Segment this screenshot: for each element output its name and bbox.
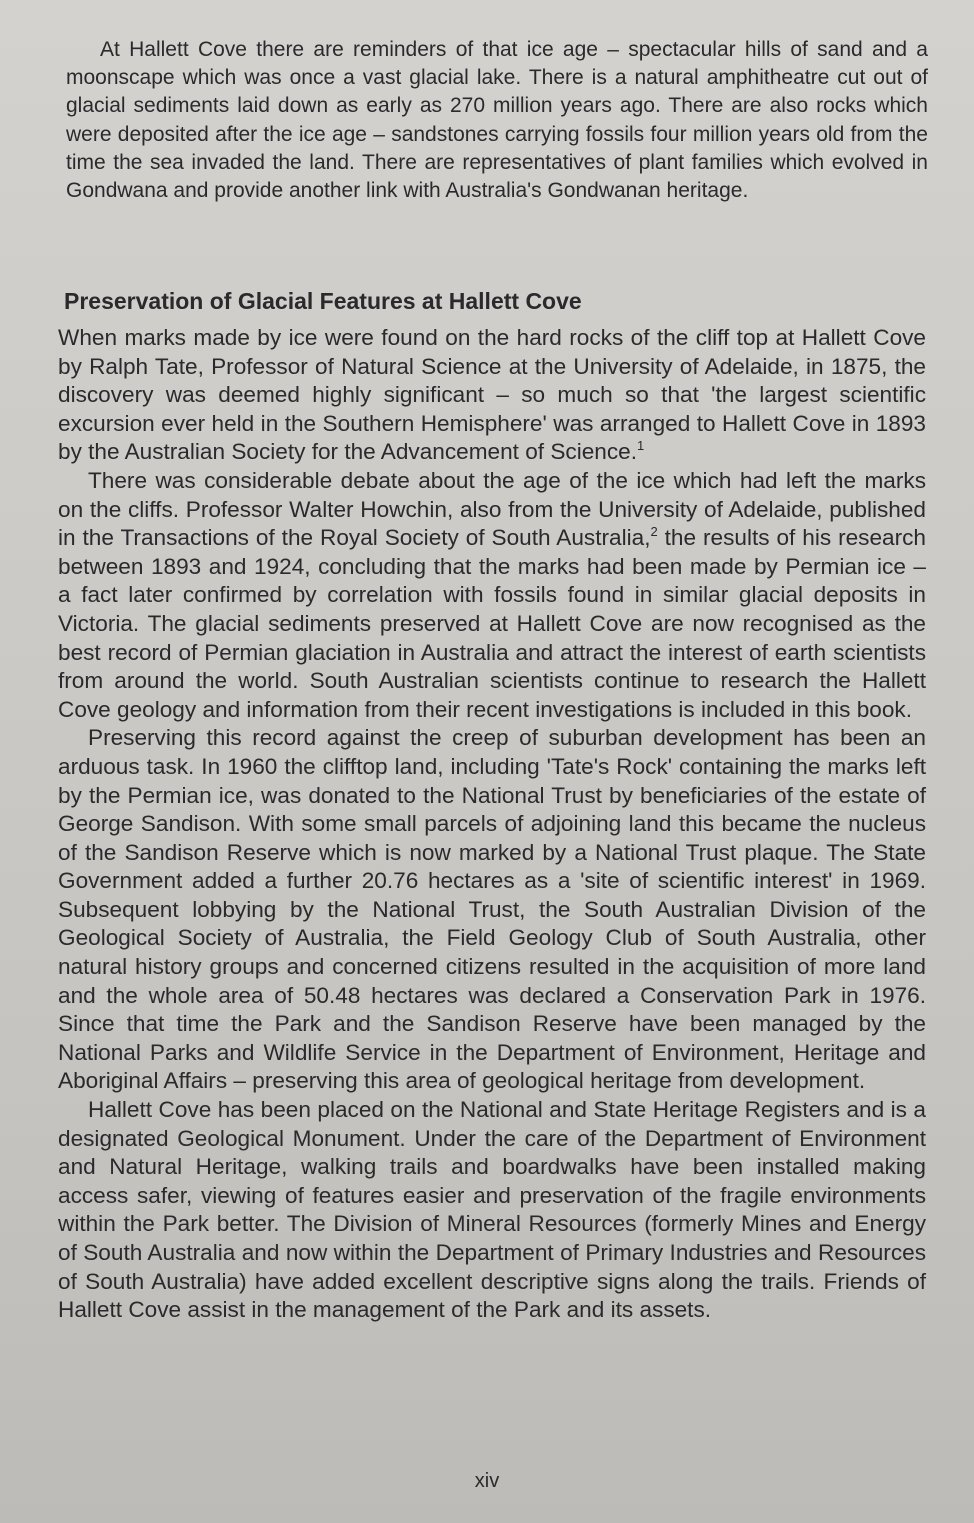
body-paragraph-1: [58, 324, 926, 467]
footnote-marker-2: 2: [650, 524, 658, 540]
body-paragraph-3: Preserving this record against the creep of suburban development has been an arduous task. In 1960 the clifftop land, including 'Tate's Rock' containing the marks left by the Permian ice, was donated to the National Trust by beneficiaries of the estate of George Sandison. With some small parcels of adjoining land this became the nucleus of the Sandison Reserve which is now marked by a National Trust plaque. The State Government added a further 20.76 hectares as a 'site of scientific interest' in 1969. Subsequent lobbying by the National Trust, the South Australian Division of the Geological Society of Australia, the Field Geology Club of South Australia, other natural history groups and concerned citizens resulted in the acquisition of more land and the whole area of 50.48 hectares was declared a Conservation Park in 1976. Since that time the Park and the Sandison Reserve have been managed by the National Parks and Wildlife Service in the Department of Environment, Heritage and Aboriginal Affairs – preserving this area of geological heritage from development.: [58, 725, 926, 1094]
paragraph-2-text-after: the results of his research between 1893 and 1924, concluding that the marks had been made by Permian ice – a fact later confirmed by correlation with fossils found in similar glacial deposits in Victoria. The glacial sediments preserved at Hallett Cove are now recognised as the best record of Permian glaciation in Australia and attract the interest of earth scientists from around the world. South Australian scientists continue to research the Hallett Cove geology and information from their recent investigations is included in this book.: [58, 525, 926, 722]
body-paragraph-2: [58, 467, 926, 724]
section-body: [58, 324, 926, 1325]
paragraph-2-text-before: There was considerable debate about the age of the ice which had left the marks on the cliffs. Professor Walter Howchin, also from the University of Adelaide, published in the Transactions of the Royal Society of South Australia,: [58, 467, 926, 551]
body-paragraph-4: Hallett Cove has been placed on the National and State Heritage Registers and is a designated Geological Monument. Under the care of the Department of Environment and Natural Heritage, walking trails and boardwalks have been installed making access safer, viewing of features easier and preservation of the fragile environments within the Park better. The Division of Mineral Resources (formerly Mines and Energy of South Australia and now within the Department of Primary Industries and Resources of South Australia) have added excellent descriptive signs along the trails. Friends of Hallett Cove assist in the management of the Park and its assets.: [58, 1097, 926, 1323]
paragraph-1-text: When marks made by ice were found on the hard rocks of the cliff top at Hallett Cove by Ralph Tate, Professor of Natural Science at the University of Adelaide, in 1875, the discovery was deemed highly significant – so much so that 'the largest scientific excursion ever held in the Southern Hemisphere' was arranged to Hallett Cove in 1893 by the Australian Society for the Advancement of Science.: [58, 325, 926, 465]
footnote-marker-1: 1: [637, 438, 645, 454]
page-number: xiv: [474, 1470, 500, 1492]
intro-paragraph: At Hallett Cove there are reminders of that ice age – spectacular hills of sand and a moonscape which was once a vast glacial lake. There is a natural amphitheatre cut out of glacial sediments laid down as early as 270 million years ago. There are also rocks which were deposited after the ice age – sandstones carrying fossils four million years old from the time the sea invaded the land. There are representatives of plant families which evolved in Gondwana and provide another link with Australia's Gondwanan heritage.: [66, 38, 928, 203]
section-heading: Preservation of Glacial Features at Hallett Cove: [64, 288, 582, 314]
